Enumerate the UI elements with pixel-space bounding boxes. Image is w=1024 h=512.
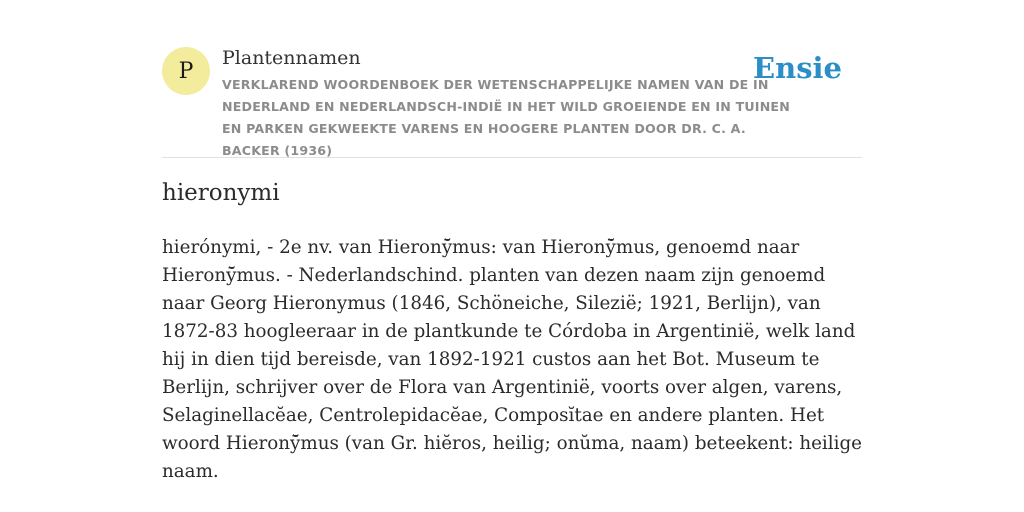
avatar-letter: P <box>178 59 194 84</box>
ensie-logo-link[interactable]: Ensie <box>753 51 842 85</box>
entry-definition: hierónymi, - 2e nv. van Hieronȳ̆mus: van Hieronȳ̆mus, genoemd naar Hieronȳ̆mus. - Nederlandschind. planten van dezen naam zijn genoemd naar Georg Hieronymus (1846, Schöneiche, Silezië; 1921, Berlijn), van 1872-83 hoogleeraar in de plantkunde te Córdoba in Argentinië, welk land hij in dien tijd bereisde, van 1892-1921 custos aan het Bot. Museum te Berlijn, schrijver over de Flora van Argentinië, voorts over algen, varens, Selaginellacĕae, Centrolepidacĕae, Composĭtae en andere planten. Het woord Hieronȳ̆mus (van Gr. hiĕros, heilig; onŭma, naam) beteekent: heilige naam. <box>162 237 862 482</box>
entry-term: hieronymi <box>162 180 280 206</box>
dictionary-avatar[interactable] <box>162 47 210 95</box>
dictionary-title[interactable]: Plantennamen <box>222 47 361 69</box>
dictionary-subtitle: VERKLAREND WOORDENBOEK DER WETENSCHAPPELIJKE NAMEN VAN DE IN NEDERLAND EN NEDERLANDSCH-INDIË IN HET WILD GROEIENDE EN IN TUINEN EN PARKEN GEKWEEKTE VARENS EN HOOGERE PLANTEN DOOR DR. C. A. BACKER (1936) <box>222 77 790 158</box>
dictionary-header <box>162 44 862 158</box>
